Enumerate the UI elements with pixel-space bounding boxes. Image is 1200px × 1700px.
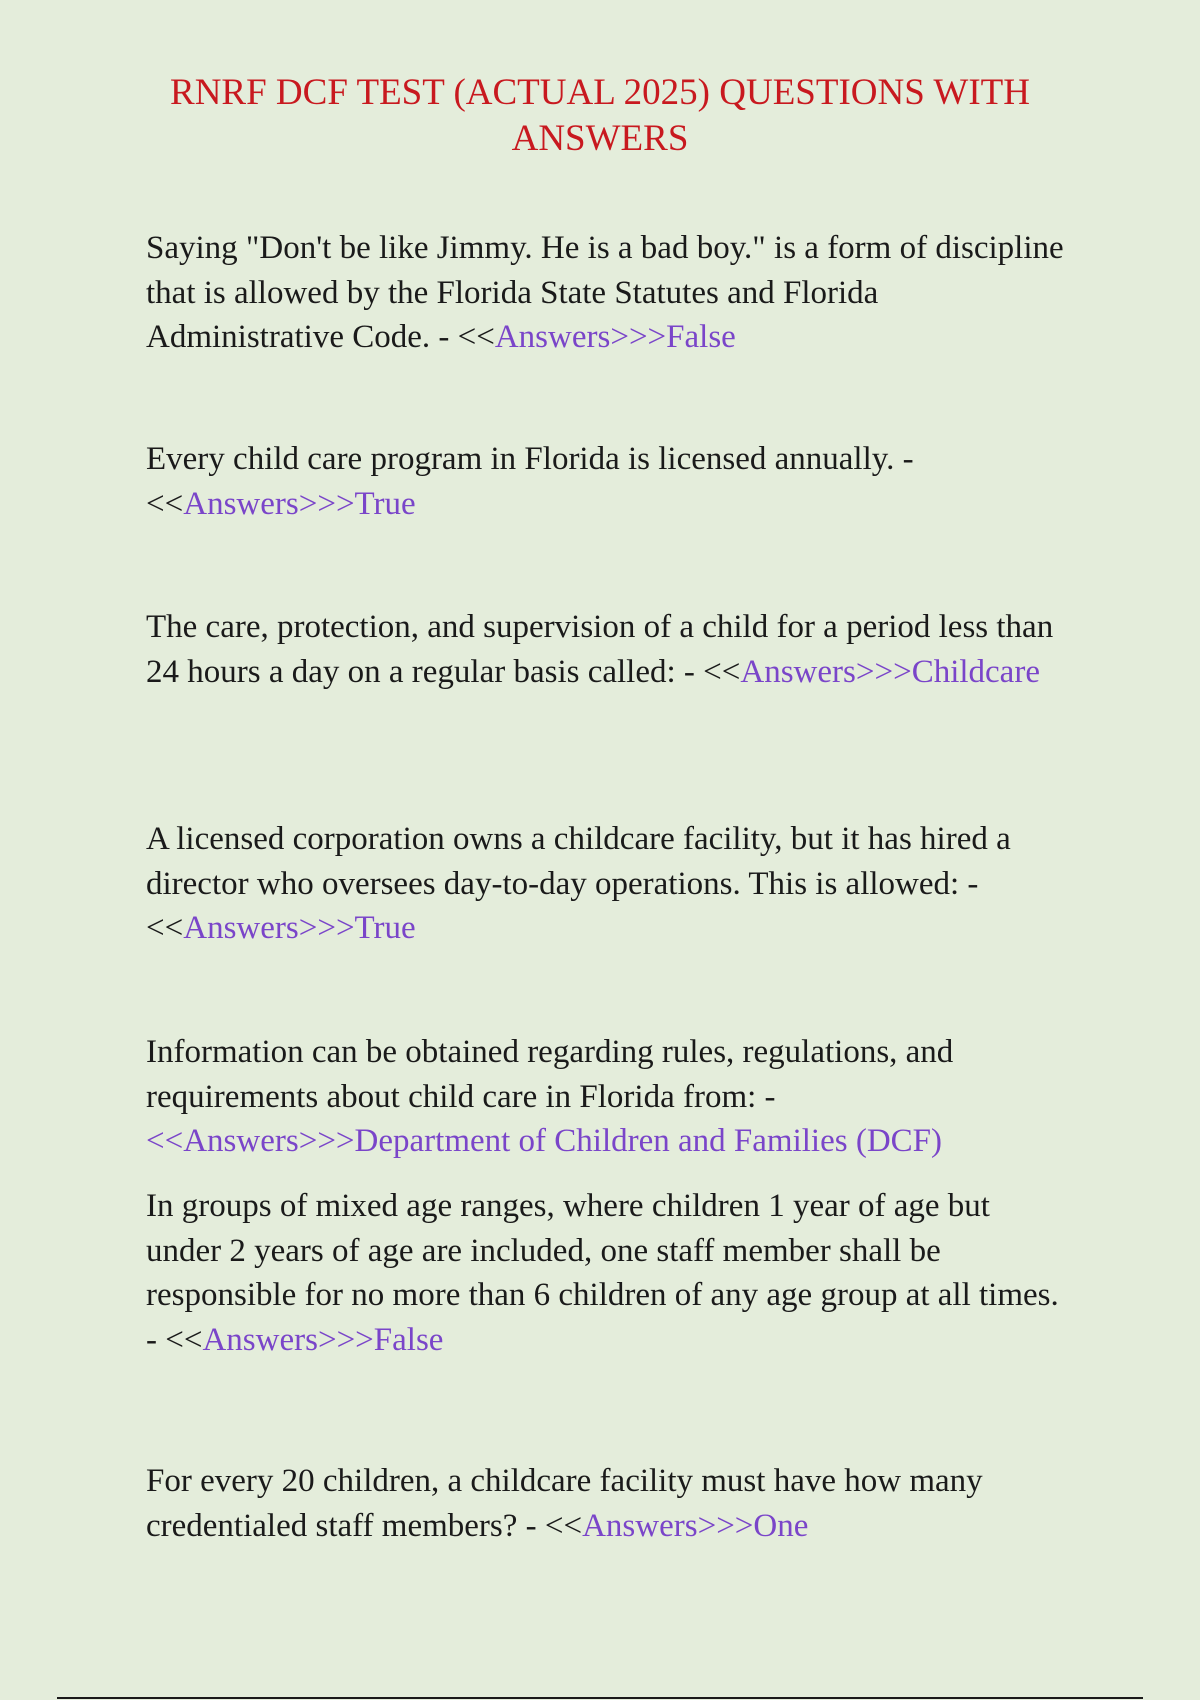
- question-text: For every 20 children, a childcare facility must have how many credentialed staff members? - <<: [146, 1463, 983, 1544]
- question-text: In groups of mixed age ranges, where children 1 year of age but under 2 years of age are included, one staff member shall be responsible for no more than 6 children of any age group at all times. - <<: [146, 1188, 1059, 1358]
- qa-item: [146, 605, 1066, 694]
- question-text: Information can be obtained regarding rules, regulations, and requirements about child care in Florida from: -: [146, 1034, 954, 1115]
- qa-item: [146, 437, 1066, 526]
- question-text: The care, protection, and supervision of a child for a period less than 24 hours a day on a regular basis called: - <<: [146, 609, 1054, 690]
- document-title: RNRF DCF TEST (ACTUAL 2025) QUESTIONS WITH ANSWERS: [170, 72, 1030, 159]
- answer-text: <<Answers>>>Department of Children and Families (DCF): [146, 1123, 943, 1159]
- answer-text: Answers>>>True: [183, 910, 416, 946]
- answer-text: Answers>>>Childcare: [740, 653, 1040, 690]
- answer-text: Answers>>>False: [494, 319, 736, 355]
- qa-item: [146, 817, 1066, 951]
- qa-item: [146, 1030, 1066, 1164]
- qa-item: [146, 1184, 1066, 1362]
- qa-item: [146, 226, 1066, 360]
- footer-divider: [57, 1697, 1143, 1699]
- answer-text: Answers>>>False: [202, 1321, 444, 1358]
- answer-text: Answers>>>True: [183, 485, 416, 522]
- answer-text: Answers>>>One: [582, 1507, 809, 1544]
- question-text: Saying "Don't be like Jimmy. He is a bad boy." is a form of discipline that is allowed by the Florida State Statutes and Florida Administrative Code. - <<: [146, 230, 1064, 355]
- question-text: Every child care program in Florida is licensed annually. - <<: [146, 441, 914, 522]
- question-text: A licensed corporation owns a childcare facility, but it has hired a director who oversees day-to-day operations. This is allowed: - <<: [146, 821, 1011, 946]
- qa-item: [146, 1459, 1066, 1548]
